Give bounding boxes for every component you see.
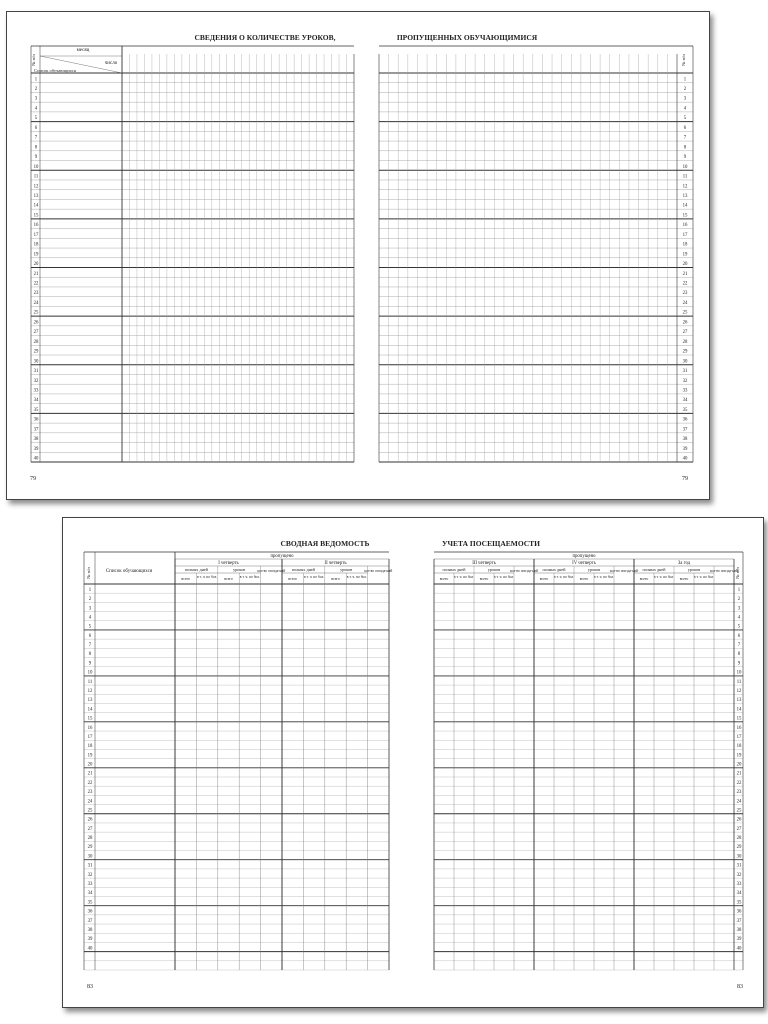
row-number-right: 31 <box>736 863 742 869</box>
row-number-left: 33 <box>87 881 93 887</box>
row-number-right: 34 <box>736 891 742 897</box>
row-number-left: 22 <box>33 281 39 287</box>
row-number-right: 9 <box>683 155 687 161</box>
illness-header: в т. ч. по бол. <box>553 575 575 579</box>
row-number-right: 29 <box>736 845 742 851</box>
late-header: кол-во опозда-ний <box>610 569 638 573</box>
total-header: всего <box>288 577 297 581</box>
quarter-header: III четверть <box>472 561 496 566</box>
row-number-left: 12 <box>33 184 39 190</box>
illness-header: в т. ч. по бол. <box>197 575 218 579</box>
row-number-left: 4 <box>34 106 38 112</box>
row-number-left: 1 <box>34 77 38 83</box>
row-number-right: 23 <box>736 790 742 796</box>
illness-header: в т. ч. по бол. <box>453 575 475 579</box>
row-number-right: 27 <box>682 330 688 336</box>
row-number-left: 38 <box>33 437 39 443</box>
page-number-right: 79 <box>682 476 688 482</box>
row-number-right: 36 <box>736 909 742 915</box>
row-number-right: 38 <box>736 927 742 933</box>
row-number-left: 30 <box>33 359 39 365</box>
row-number-left: 19 <box>33 252 39 258</box>
full-days-header: полных дней <box>642 567 666 572</box>
row-number-left: 15 <box>87 716 93 722</box>
lessons-header: уроков <box>233 567 246 572</box>
row-number-right: 19 <box>736 753 742 759</box>
row-number-left: 21 <box>33 271 39 277</box>
row-number-right: 24 <box>736 799 742 805</box>
row-number-right: 8 <box>683 145 687 151</box>
illness-header: в т. ч. по бол. <box>593 575 615 579</box>
late-header: кол-во опозда-ний <box>510 569 538 573</box>
row-number-right: 7 <box>737 643 741 649</box>
row-number-right: 20 <box>736 762 742 768</box>
row-number-right: 31 <box>682 369 688 375</box>
row-number-left: 24 <box>87 799 93 805</box>
row-number-left: 36 <box>87 909 93 915</box>
row-number-right: 33 <box>736 881 742 887</box>
row-number-left: 37 <box>33 427 39 433</box>
full-days-header: полных дней <box>184 567 208 572</box>
row-number-right: 12 <box>736 688 742 694</box>
student-list-header: Список обучающихся <box>34 68 76 73</box>
row-number-right: 32 <box>682 378 688 384</box>
row-number-right: 25 <box>682 310 688 316</box>
row-number-left: 16 <box>87 725 93 731</box>
row-number-left: 40 <box>87 946 93 952</box>
row-number-right: 26 <box>682 320 688 326</box>
row-number-right: 14 <box>682 203 688 209</box>
row-number-left: 20 <box>33 262 39 268</box>
row-number-right: 22 <box>682 281 688 287</box>
illness-header: в т. ч. по бол. <box>693 575 715 579</box>
total-header: всего <box>181 577 190 581</box>
row-number-left: 2 <box>88 597 92 603</box>
row-number-left: 3 <box>88 606 92 612</box>
row-number-left: 22 <box>87 780 93 786</box>
row-number-left: 24 <box>33 300 39 306</box>
row-number-left: 9 <box>34 155 38 161</box>
row-number-right: 30 <box>736 854 742 860</box>
row-number-right: 14 <box>736 707 742 713</box>
row-number-right: 27 <box>736 826 742 832</box>
illness-header: в т. ч. по бол. <box>346 575 367 579</box>
full-days-header: полных дней <box>291 567 315 572</box>
row-number-left: 33 <box>33 388 39 394</box>
row-number-right: 17 <box>736 734 742 740</box>
row-number-left: 27 <box>87 826 93 832</box>
row-number-left: 7 <box>88 643 92 649</box>
illness-header: в т. ч. по бол. <box>239 575 260 579</box>
quarter-header: II четверть <box>324 561 347 566</box>
page-number-left: 79 <box>30 476 36 482</box>
row-number-right: 19 <box>682 252 688 258</box>
page-number-left-2: 83 <box>87 984 93 990</box>
row-number-right: 29 <box>682 349 688 355</box>
quarter-header: За год <box>677 561 691 566</box>
row-number-right: 1 <box>737 587 741 593</box>
row-number-right: 39 <box>682 446 688 452</box>
row-number-left: 32 <box>87 872 93 878</box>
row-number-left: 34 <box>33 398 39 404</box>
late-header: кол-во опозда-ний <box>710 569 738 573</box>
lessons-header: уроков <box>587 567 601 572</box>
row-number-right: 16 <box>736 725 742 731</box>
row-number-left: 11 <box>87 679 93 685</box>
lessons-header: уроков <box>340 567 353 572</box>
row-number-right: 24 <box>682 300 688 306</box>
row-number-right: 16 <box>682 223 688 229</box>
total-header: всего <box>679 577 689 581</box>
row-number-left: 8 <box>88 652 92 658</box>
row-number-right: 35 <box>682 407 688 413</box>
row-number-left: 27 <box>33 330 39 336</box>
row-number-right: 32 <box>736 872 742 878</box>
row-number-right: 23 <box>682 291 688 297</box>
row-number-left: 16 <box>33 223 39 229</box>
missed-header: пропущено <box>270 554 294 559</box>
row-number-right: 8 <box>737 652 741 658</box>
month-header: месяц <box>76 48 90 53</box>
attendance-grid-sheet <box>6 11 710 500</box>
total-header: всего <box>579 577 589 581</box>
row-number-left: 29 <box>87 845 93 851</box>
lessons-header: уроков <box>687 567 701 572</box>
row-number-left: 15 <box>33 213 39 219</box>
row-number-right: 5 <box>683 116 687 122</box>
row-number-left: 5 <box>34 116 38 122</box>
total-header: всего <box>439 577 449 581</box>
row-number-left: 35 <box>87 900 93 906</box>
late-header: кол-во опозда-ний <box>257 569 286 573</box>
row-number-right: 28 <box>682 339 688 345</box>
day-header: число <box>104 61 118 66</box>
row-number-right: 37 <box>682 427 688 433</box>
row-number-right: 37 <box>736 918 742 924</box>
row-number-left: 18 <box>87 744 93 750</box>
row-number-left: 7 <box>34 135 38 141</box>
row-number-left: 10 <box>87 670 93 676</box>
missed-header: пропущено <box>572 554 596 559</box>
row-number-right: 1 <box>683 77 687 83</box>
row-number-right: 35 <box>736 900 742 906</box>
row-number-right: 34 <box>682 398 688 404</box>
row-number-right: 25 <box>736 808 742 814</box>
row-number-right: 6 <box>683 125 687 131</box>
row-number-right: 17 <box>682 232 688 238</box>
row-number-right: 2 <box>683 87 687 93</box>
total-header: всего <box>331 577 340 581</box>
row-number-right: 15 <box>736 716 742 722</box>
attendance-grid <box>7 12 709 499</box>
row-number-right: 3 <box>737 606 741 612</box>
row-number-left: 39 <box>87 937 93 943</box>
row-number-left: 13 <box>87 698 93 704</box>
student-list-header-2: Список обучающихся <box>105 569 153 574</box>
row-number-left: 25 <box>33 310 39 316</box>
illness-header: в т. ч. по бол. <box>493 575 515 579</box>
row-number-right: 4 <box>737 615 741 621</box>
row-number-left: 18 <box>33 242 39 248</box>
row-number-right: 21 <box>682 271 688 277</box>
total-header: всего <box>479 577 489 581</box>
row-number-left: 36 <box>33 417 39 423</box>
row-number-left: 6 <box>88 633 92 639</box>
row-number-left: 8 <box>34 145 38 151</box>
row-number-left: 9 <box>88 661 92 667</box>
row-number-left: 38 <box>87 927 93 933</box>
row-number-right: 40 <box>682 456 688 462</box>
row-number-right: 28 <box>736 836 742 842</box>
row-number-left: 28 <box>33 339 39 345</box>
row-number-right: 10 <box>682 164 688 170</box>
row-number-left: 35 <box>33 407 39 413</box>
row-number-header-right: № п/п <box>681 54 686 66</box>
row-number-right: 13 <box>682 193 688 199</box>
row-number-left: 37 <box>87 918 93 924</box>
row-number-right: 15 <box>682 213 688 219</box>
row-number-right: 40 <box>736 946 742 952</box>
row-number-right: 2 <box>737 597 741 603</box>
lessons-header: уроков <box>487 567 501 572</box>
row-number-left: 26 <box>87 817 93 823</box>
row-number-header-left: № п/п <box>31 54 36 66</box>
row-number-left: 10 <box>33 164 39 170</box>
illness-header: в т. ч. по бол. <box>653 575 675 579</box>
row-number-left: 4 <box>88 615 92 621</box>
sheet2-title-right: УЧЕТА ПОСЕЩАЕМОСТИ <box>441 539 541 548</box>
page-number-right-2: 83 <box>737 984 743 990</box>
row-number-left: 5 <box>88 624 92 630</box>
row-number-right: 18 <box>736 744 742 750</box>
row-number-left: 6 <box>34 125 38 131</box>
row-number-right: 33 <box>682 388 688 394</box>
row-number-right: 4 <box>683 106 687 112</box>
quarter-header: I четверть <box>218 561 239 566</box>
illness-header: в т. ч. по бол. <box>304 575 325 579</box>
row-number-header-left-2: № п/п <box>86 567 91 579</box>
full-days-header: полных дней <box>542 567 566 572</box>
row-number-right: 11 <box>682 174 688 180</box>
attendance-summary-table <box>63 518 763 1007</box>
row-number-left: 31 <box>33 369 39 375</box>
row-number-left: 3 <box>34 96 38 102</box>
row-number-left: 32 <box>33 378 39 384</box>
row-number-header-right-2: № п/п <box>735 567 740 579</box>
row-number-right: 20 <box>682 262 688 268</box>
sheet1-title-left: СВЕДЕНИЯ О КОЛИЧЕСТВЕ УРОКОВ, <box>194 33 336 42</box>
row-number-left: 19 <box>87 753 93 759</box>
late-header: кол-во опозда-ний <box>364 569 393 573</box>
attendance-summary-sheet <box>62 517 764 1008</box>
row-number-right: 26 <box>736 817 742 823</box>
row-number-left: 17 <box>87 734 93 740</box>
sheet1-title-right: ПРОПУЩЕННЫХ ОБУЧАЮЩИМИСЯ <box>396 33 538 42</box>
row-number-right: 3 <box>683 96 687 102</box>
row-number-left: 29 <box>33 349 39 355</box>
row-number-right: 13 <box>736 698 742 704</box>
row-number-left: 13 <box>33 193 39 199</box>
row-number-left: 40 <box>33 456 39 462</box>
row-number-right: 9 <box>737 661 741 667</box>
row-number-left: 26 <box>33 320 39 326</box>
row-number-right: 36 <box>682 417 688 423</box>
sheet2-title-left: СВОДНАЯ ВЕДОМОСТЬ <box>280 539 370 548</box>
row-number-left: 23 <box>33 291 39 297</box>
row-number-right: 18 <box>682 242 688 248</box>
row-number-right: 5 <box>737 624 741 630</box>
row-number-left: 23 <box>87 790 93 796</box>
total-header: всего <box>639 577 649 581</box>
row-number-right: 39 <box>736 937 742 943</box>
row-number-right: 38 <box>682 437 688 443</box>
row-number-right: 11 <box>736 679 742 685</box>
row-number-right: 21 <box>736 771 742 777</box>
row-number-left: 14 <box>87 707 93 713</box>
row-number-left: 30 <box>87 854 93 860</box>
row-number-left: 14 <box>33 203 39 209</box>
row-number-right: 7 <box>683 135 687 141</box>
row-number-right: 12 <box>682 184 688 190</box>
quarter-header: IV четверть <box>572 561 596 566</box>
row-number-left: 17 <box>33 232 39 238</box>
row-number-right: 10 <box>736 670 742 676</box>
row-number-left: 21 <box>87 771 93 777</box>
row-number-left: 39 <box>33 446 39 452</box>
total-header: всего <box>539 577 549 581</box>
row-number-right: 30 <box>682 359 688 365</box>
row-number-left: 1 <box>88 587 92 593</box>
full-days-header: полных дней <box>442 567 466 572</box>
row-number-left: 25 <box>87 808 93 814</box>
row-number-left: 12 <box>87 688 93 694</box>
row-number-left: 2 <box>34 87 38 93</box>
total-header: всего <box>224 577 233 581</box>
row-number-right: 6 <box>737 633 741 639</box>
row-number-left: 20 <box>87 762 93 768</box>
row-number-left: 31 <box>87 863 93 869</box>
row-number-left: 28 <box>87 836 93 842</box>
row-number-left: 11 <box>33 174 39 180</box>
row-number-right: 22 <box>736 780 742 786</box>
row-number-left: 34 <box>87 891 93 897</box>
